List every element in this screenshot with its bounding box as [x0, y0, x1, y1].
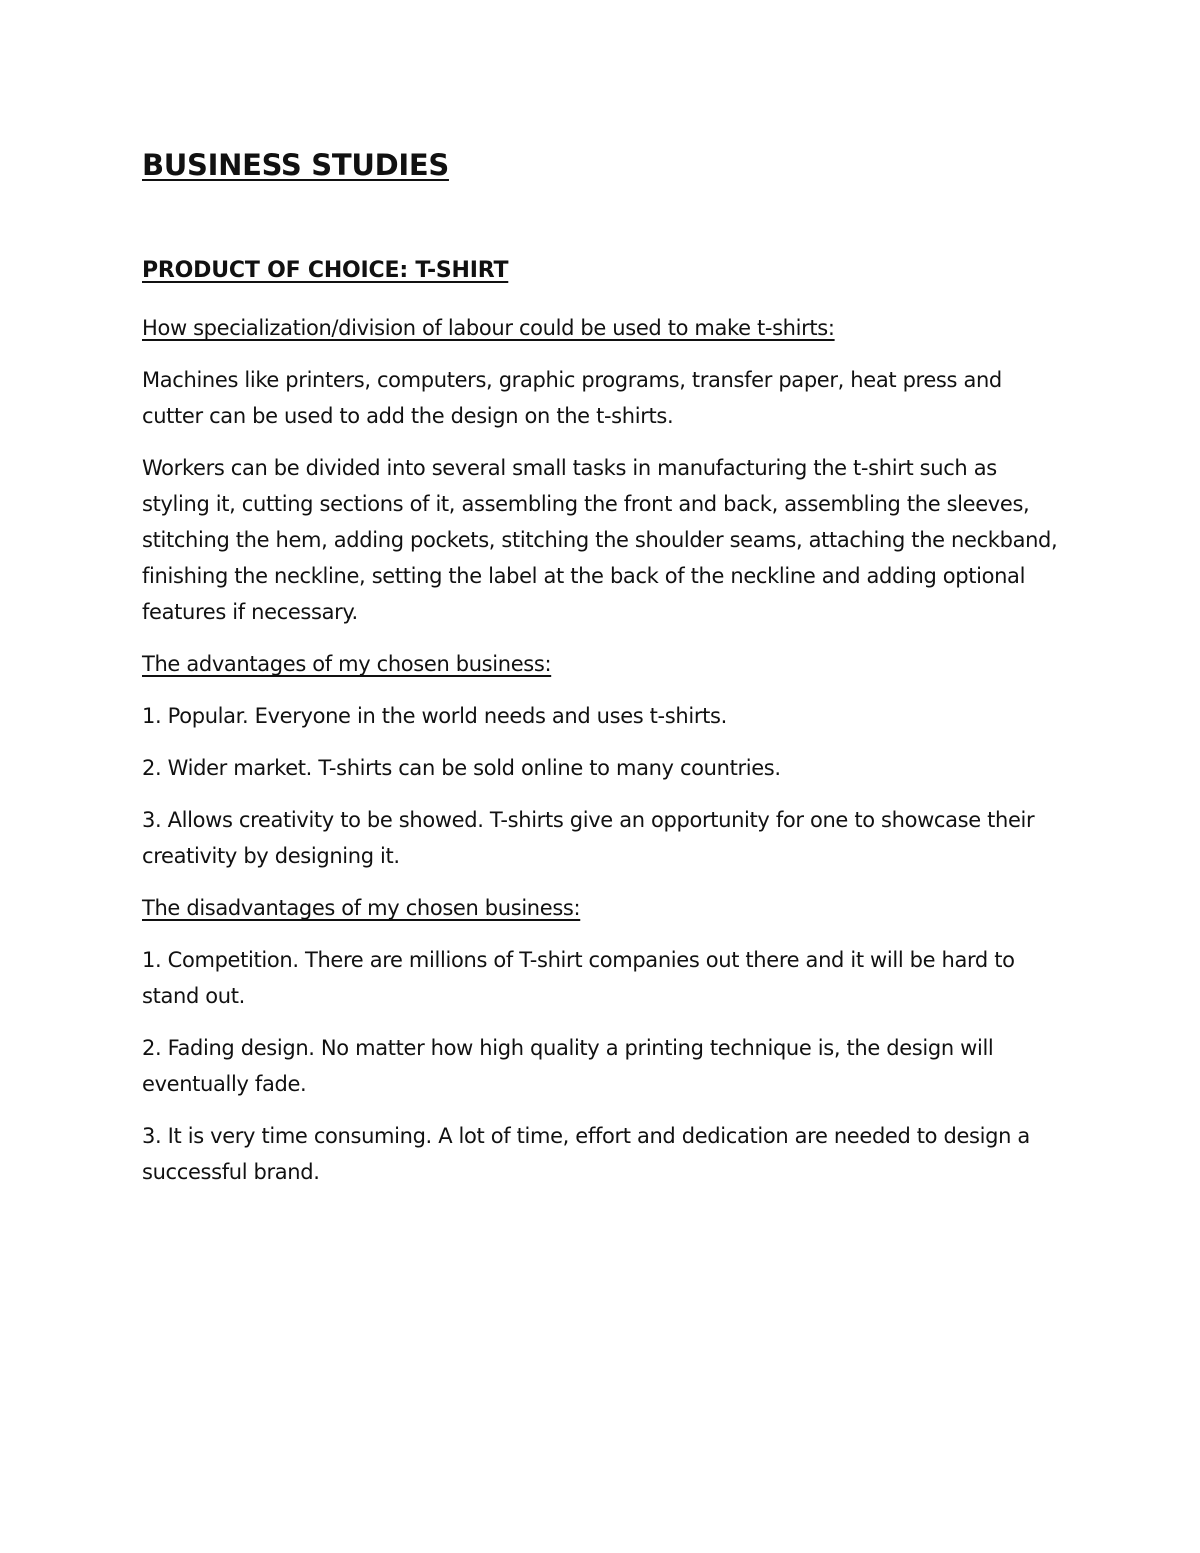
disadvantages-heading: The disadvantages of my chosen business:	[142, 896, 581, 920]
advantages-heading: The advantages of my chosen business:	[142, 652, 552, 676]
disadvantage-item: 3. It is very time consuming. A lot of time, effort and dedication are needed to design a successful brand.	[142, 1124, 1030, 1184]
document-title: BUSINESS STUDIES	[142, 148, 449, 182]
disadvantage-item: 2. Fading design. No matter how high quality a printing technique is, the design will eventually fade.	[142, 1036, 994, 1096]
product-heading: PRODUCT OF CHOICE: T-SHIRT	[142, 258, 509, 283]
specialization-heading: How specialization/division of labour could be used to make t-shirts:	[142, 316, 835, 340]
document-body	[142, 310, 1062, 1206]
specialization-paragraph-machines: Machines like printers, computers, graphic programs, transfer paper, heat press and cutter can be used to add the design on the t-shirts.	[142, 368, 1002, 428]
specialization-paragraph-workers: Workers can be divided into several small tasks in manufacturing the t-shirt such as styling it, cutting sections of it, assembling the front and back, assembling the sleeves, stitching the hem, adding pockets, stitching the shoulder seams, attaching the neckband, finishing the neckline, setting the label at the back of the neckline and adding optional features if necessary.	[142, 456, 1058, 624]
advantage-item: 3. Allows creativity to be showed. T-shirts give an opportunity for one to showcase their creativity by designing it.	[142, 808, 1035, 868]
disadvantage-item: 1. Competition. There are millions of T-shirt companies out there and it will be hard to stand out.	[142, 948, 1015, 1008]
advantage-item: 2. Wider market. T-shirts can be sold online to many countries.	[142, 756, 781, 780]
advantage-item: 1. Popular. Everyone in the world needs and uses t-shirts.	[142, 704, 727, 728]
